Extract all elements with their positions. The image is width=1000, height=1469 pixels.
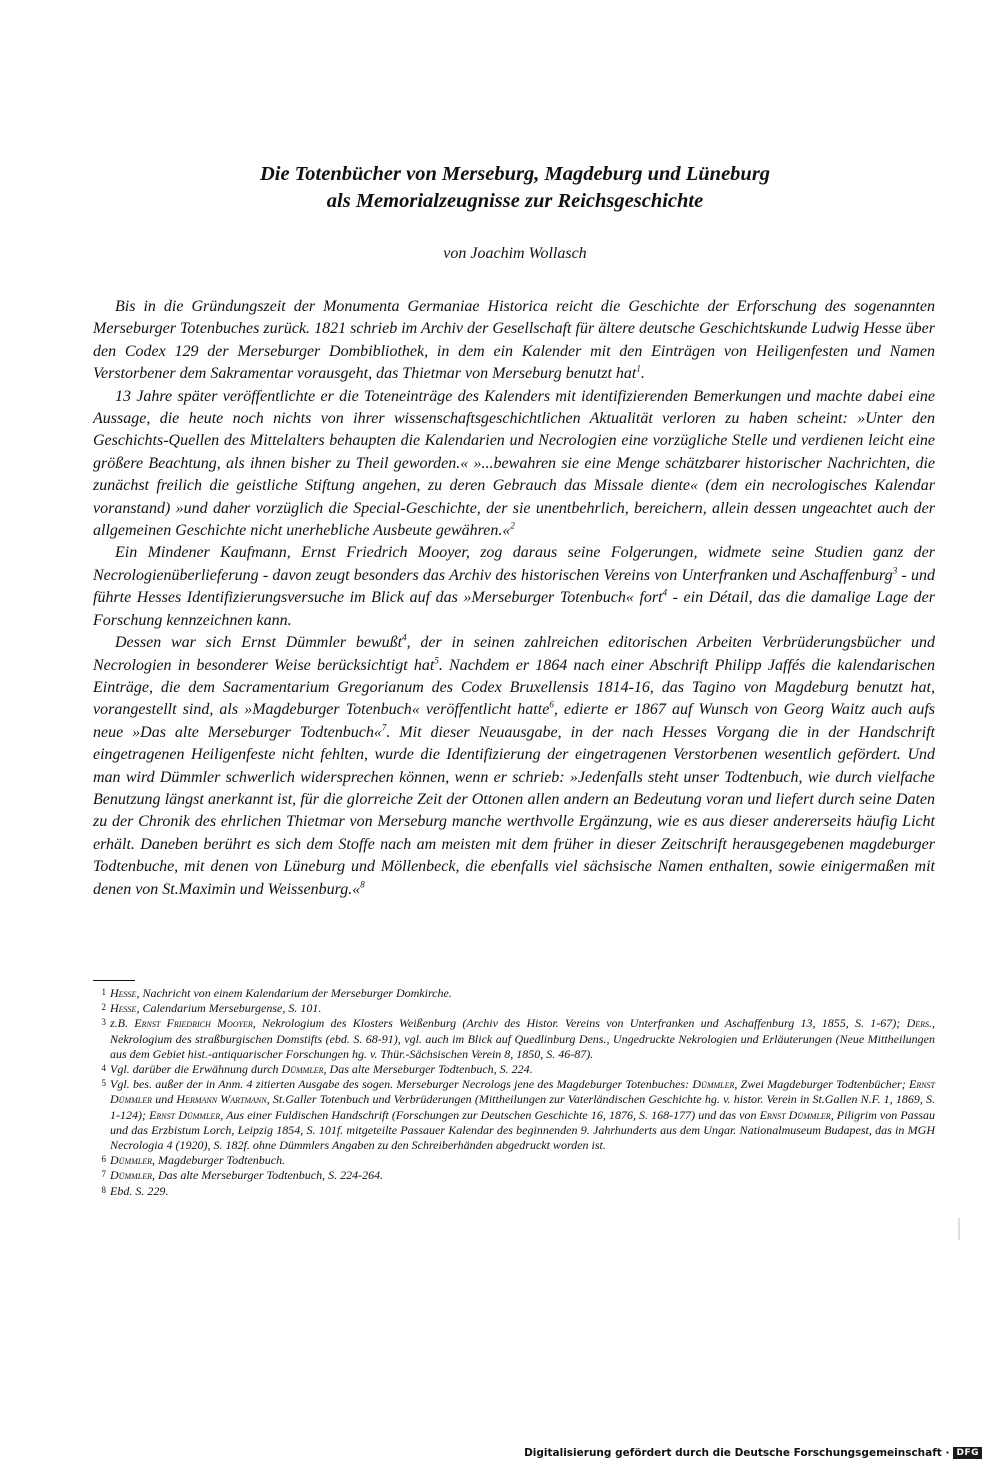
footnote-ref-5[interactable]: 5 bbox=[434, 655, 439, 666]
footnote-ref-7[interactable]: 7 bbox=[381, 722, 387, 733]
footnote-ref-2[interactable]: 2 bbox=[510, 520, 515, 531]
digitization-footer bbox=[524, 1447, 982, 1459]
footnote-ref-6[interactable]: 6 bbox=[549, 699, 554, 710]
footer-text: Digitalisierung gefördert durch die Deutsche Forschungsgemeinschaft · bbox=[524, 1447, 950, 1459]
footnote-1: 1 Hesse, Nachricht von einem Kalendarium der Merseburger Domkirche. bbox=[101, 986, 452, 1000]
article-title bbox=[100, 161, 930, 215]
footnote-ref-8[interactable]: 8 bbox=[360, 879, 365, 890]
footnote-4: 4 Vgl. darüber die Erwähnung durch Dümmler, Das alte Merseburger Todtenbuch, S. 224. bbox=[101, 1062, 533, 1077]
paragraph-3: Ein Mindener Kaufmann, Ernst Friedrich Mooyer, zog daraus seine Folgerungen, widmete seine Studien ganz der Necrologienüberlieferung - davon zeugt besonders das Archiv des historischen Vereins von Unterfranken und Aschaffenburg$^3$ - und führte Hesses Identifizierungsversuche im Blick auf das »Merseburger Totenbuch« fort$^4$ - ein Détail, das die damalige Lage der Forschung kennzeichnen kann. bbox=[93, 544, 936, 629]
footnote-separator bbox=[93, 980, 135, 981]
footnote-8: 8 Ebd. S. 229. bbox=[101, 1183, 169, 1198]
paragraph-4: Dessen war sich Ernst Dümmler bewußt$^4$, der in seinen zahlreichen editorischen Arbeiten Verbrüderungsbücher und Necrologien in besonderer Weise berücksichtigt hat$^5$. Nachdem er 1864 nach einer Abschrift Philipp Jaffés die kalendarischen Einträge, die dem Sacramentarium Gregorianum des Codex Bruxellensis 1814-16, das Tagino von Magdeburg benutzt hat, vorangestellt sind, als »Magdeburger Totenbuch« veröffentlicht hatte$^6$, edierte er 1867 auf Wunsch von Georg Waitz auch aufs neue »Das alte Merseburger Todtenbuch«$^7$. Mit dieser Neuausgabe, in der nach Hesses Vorgang die in der Handschrift eingetragenen Heiligenfeste nicht fehlten, wurde die Identifizierung der eingetragenen Verstorbenen wesentlich gefördert. Und man wird Dümmler schwerlich widersprechen können, wenn er schrieb: »Jedenfalls steht unser Todtenbuch, wie durch vielfache Benutzung längst anerkannt ist, für die glorreiche Zeit der Ottonen allen andern an Bedeutung voran und liefert durch seine Daten zu der Chronik des ehrlichen Thietmar von Merseburg manche werthvolle Ergänzung, wie es aus dieser andererseits häufig Licht erhält. Daneben berührt es sich dem Stoffe nach am meisten mit dem früher in dieser Zeitschrift herausgegebenen magdeburger Todtenbuche, mit denen von Lüneburg und Möllenbeck, die ebenfalls viel sächsische Namen enthalten, sowie einigermaßen mit denen von St.Maximin und Weissenburg.«$^8$ bbox=[93, 632, 936, 898]
footnote-ref-4b[interactable]: 4 bbox=[402, 632, 407, 643]
author-line: von Joachim Wollasch bbox=[443, 245, 587, 262]
dfg-logo: DFG bbox=[953, 1447, 982, 1459]
title-line-1: Die Totenbücher von Merseburg, Magdeburg und Lüneburg bbox=[259, 163, 771, 185]
body-text bbox=[93, 296, 935, 901]
footnote-5: 5 Vgl. bes. außer der in Anm. 4 zitierten Ausgabe des sogen. Merseburger Necrologs jene des Magdeburger Totenbuches: Dümmler, Zwei Magdeburger Todtenbücher; Ernst Dümmler und Hermann Wartmann, St.Galler Totenbuch und Verbrüderungen (Mittheilungen zur Vaterländischen Geschichte hg. v. histor. Verein in St.Gallen N.F. 1, 1869, S. 1-124); Ernst Dümmler, Aus einer Fuldischen Handschrift (Forschungen zur Deutschen Geschichte 16, 1876, S. 168-177) und das von Ernst Dümmler, Piligrim von Passau und das Erzbistum Lorch, Leipzig 1854, S. 101f. mitgeteilte Passauer Kalendar des beginnenden 9. Jahrhunderts aus dem Ungar. Nationalmuseum Budapest, das in MGH Necrologia 4 (1920), S. 182f. ohne Dümmlers Angaben zu den Schreiberhänden abgedruckt worden ist. bbox=[101, 1077, 936, 1153]
scan-edge-mark bbox=[958, 1218, 960, 1240]
footnote-ref-1[interactable]: 1 bbox=[636, 363, 641, 374]
paragraph-2: 13 Jahre später veröffentlichte er die Toteneinträge des Kalenders mit identifizierenden Bemerkungen und machte dabei eine Aussage, die heute noch nichts von ihrer wissenschaftsgeschichtlichen Aktualität verloren zu haben scheint: »Unter den Geschichts-Quellen des Mittelalters behaupten die Kalendarien und Necrologien eine vorzügliche Stelle und verdienen leicht eine größere Beachtung, als ihnen bisher zu Theil geworden.« »...bewahren sie eine Menge schätzbarer historischer Nachrichten, die zunächst freilich die geistliche Stiftung angehen, zu deren Gebrauch das Missale diente« (dem ein necrologisches Kalendar voranstand) »und daher vorzüglich die Special-Geschichte, der sie unentbehrlich, bereichern, allein dessen ungeachtet auch der allgemeinen Geschichte nicht unerhebliche Ausbeute gewähren.«$^2$ bbox=[93, 387, 935, 540]
footnote-7: 7 Dümmler, Das alte Merseburger Todtenbuch, S. 224-264. bbox=[101, 1168, 384, 1183]
paragraph-1: Bis in die Gründungszeit der Monumenta Germaniae Historica reicht die Geschichte der Erforschung des sogenannten Merseburger Totenbuches zurück. 1821 schrieb im Archiv der Gesellschaft für ältere deutsche Geschichtskunde Ludwig Hesse über den Codex 129 der Merseburger Dombibliothek, in dem ein Kalender mit den Einträgen von Heiligenfesten und Namen Verstorbener dem Sakramentar vorausgeht, das Thietmar von Merseburg benutzt hat$^1$. bbox=[93, 298, 935, 383]
footnotes bbox=[93, 986, 935, 1199]
footnote-ref-4[interactable]: 4 bbox=[662, 587, 668, 598]
footnote-2: 2 Hesse, Calendarium Merseburgense, S. 101. bbox=[101, 1001, 322, 1016]
footnote-3: 3 z.B. Ernst Friedrich Mooyer, Nekrologium des Klosters Weißenburg (Archiv des Histor. Vereins von Unterfranken und Aschaffenburg 13, 1855, S. 1-67); Ders., Nekrologium des straßburgischen Domstifts (ebd. S. 68-91), vgl. auch im Blick auf Quedlinburg Dens., Ungedruckte Nekrologien und Erläuterungen (Neue Mittheilungen aus dem Gebiet hist.-antiquarischer Forschungen hg. v. Thür.-Sächsischen Verein 8, 1850, S. 46-87). bbox=[101, 1016, 936, 1061]
footnote-ref-3[interactable]: 3 bbox=[892, 565, 898, 576]
title-line-2: als Memorialzeugnisse zur Reichsgeschichte bbox=[326, 190, 704, 212]
footnote-6: 6 Dümmler, Magdeburger Todtenbuch. bbox=[101, 1153, 286, 1168]
